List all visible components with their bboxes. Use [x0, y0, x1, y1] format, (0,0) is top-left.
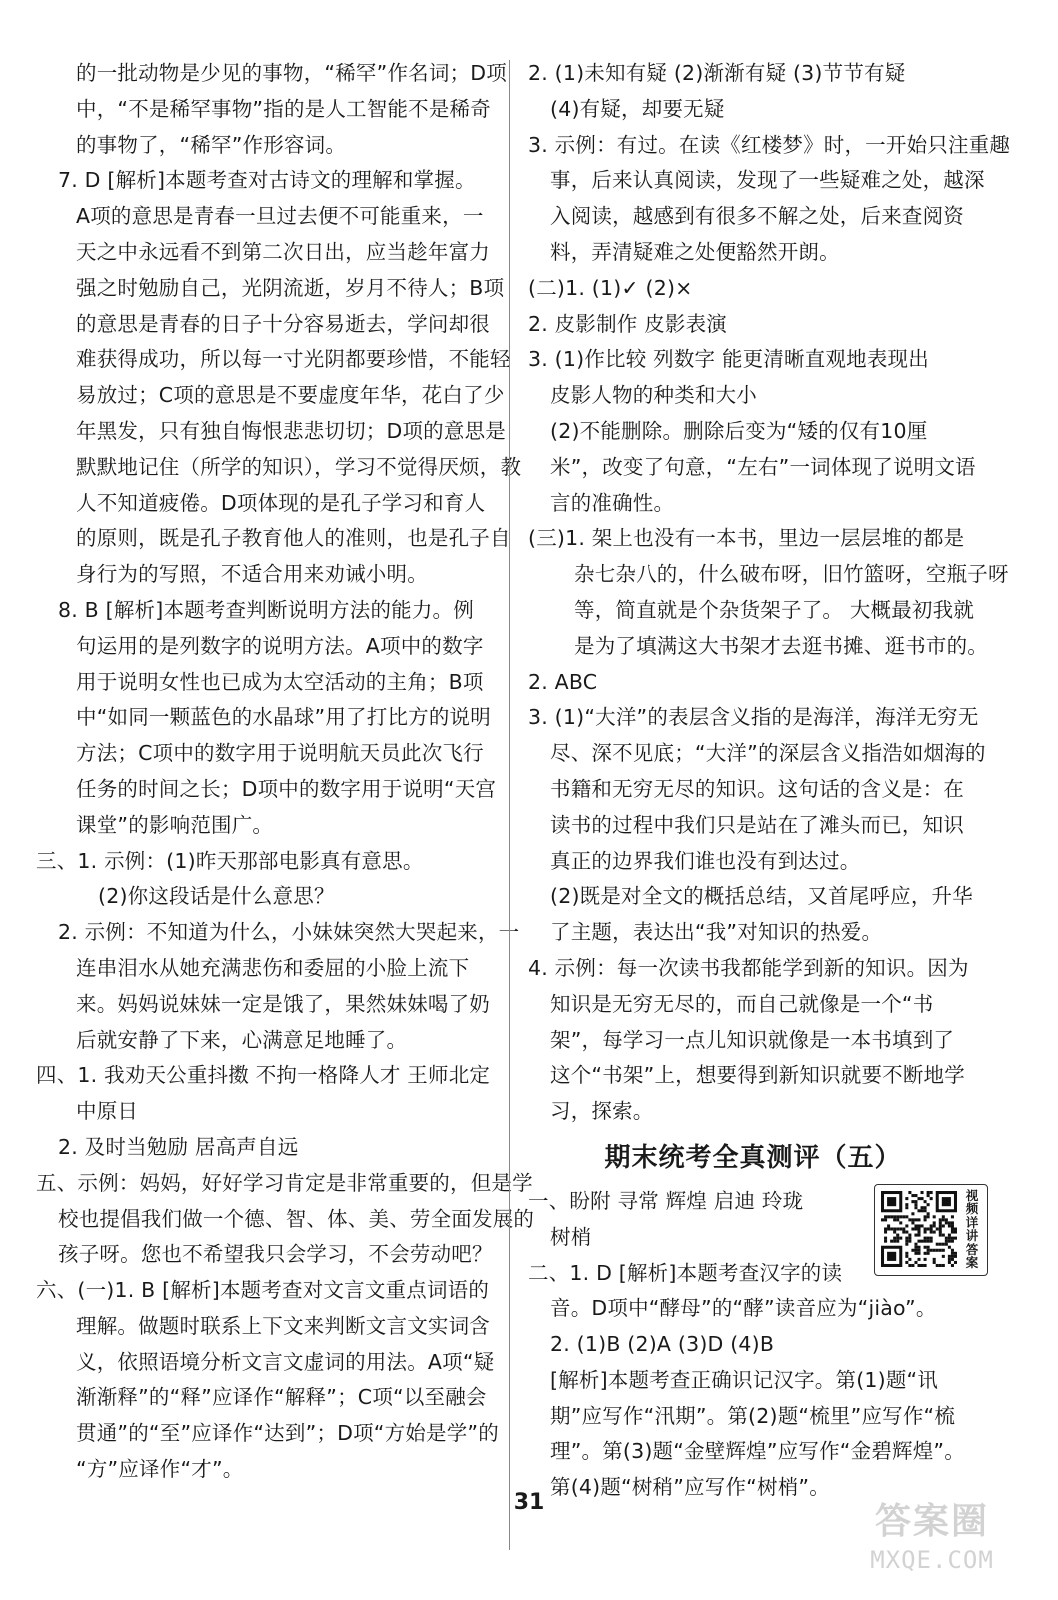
answer-line: 课堂”的影响范围广。	[76, 812, 274, 837]
answer-line: 知识是无穷无尽的，而自己就像是一个“书	[550, 991, 934, 1016]
answer-line: 4. 示例：每一次读书我都能学到新的知识。因为	[528, 955, 969, 980]
answer-line: 8. B [解析]本题考查判断说明方法的能力。例	[58, 597, 474, 622]
column-divider	[509, 60, 510, 1550]
answer-line: 是为了填满这大书架才去逛书摊、逛书市的。	[574, 633, 988, 658]
answer-line: 年黑发，只有独自悔恨悲悲切切；D项的意思是	[76, 418, 506, 443]
answer-line: 杂七杂八的，什么破布呀，旧竹篮呀，空瓶子呀	[574, 562, 1009, 587]
new-section-answers	[528, 1184, 988, 1506]
answer-line: 2. ABC	[528, 669, 598, 694]
answer-line: 中原日	[76, 1099, 139, 1124]
answer-line: 3. (1)“大洋”的表层含义指的是海洋，海洋无穷无	[528, 705, 979, 730]
answer-line: 四、1. 我劝天公重抖擞 不拘一格降人才 王师北定	[36, 1063, 491, 1088]
answer-line: 2. 示例：不知道为什么，小妹妹突然大哭起来，一	[58, 920, 520, 945]
answer-line: 三、1. 示例：(1)昨天那部电影真有意思。	[36, 848, 424, 873]
answer-line: 等，简直就是个杂货架子了。 大概最初我就	[574, 597, 975, 622]
answer-line: 的意思是青春的日子十分容易逝去，学问却很	[76, 311, 490, 336]
answer-line: 言的准确性。	[550, 490, 675, 515]
left-column	[36, 56, 535, 1488]
answer-line: 理”。第(3)题“金壁辉煌”应写作“金碧辉煌”。	[550, 1439, 965, 1464]
answer-line: 强之时勉励自己，光阴流逝，岁月不待人；B项	[76, 275, 505, 300]
watermark-url: MXQE.COM	[870, 1546, 994, 1574]
answer-line: 中“如同一颗蓝色的水晶球”用了打比方的说明	[76, 705, 491, 730]
answer-line: 渐渐释”的“释”应译作“解释”；C项“以至融会	[76, 1385, 487, 1410]
answer-line: 用于说明女性也已成为太空活动的主角；B项	[76, 669, 484, 694]
answer-line: 7. D [解析]本题考查对古诗文的理解和掌握。	[58, 168, 476, 193]
answer-line: (2)你这段话是什么意思？	[98, 884, 335, 909]
watermark-logo	[842, 1500, 1022, 1590]
answer-line: 事，后来认真阅读，发现了一些疑难之处，越深	[550, 168, 985, 193]
answer-line: 贯通”的“至”应译作“达到”；D项“方始是学”的	[76, 1421, 499, 1446]
answer-line: 任务的时间之长；D项中的数字用于说明“天宫	[76, 776, 497, 801]
answer-line: 二、1. D [解析]本题考查汉字的读	[528, 1260, 843, 1285]
answer-line: 入阅读，越感到有很多不解之处，后来查阅资	[550, 204, 964, 229]
answer-line: 的一批动物是少见的事物，“稀罕”作名词；D项	[76, 61, 507, 85]
answer-line: 理解。做题时联系上下文来判断文言文实词含	[76, 1313, 490, 1338]
answer-line: 的事物了，“稀罕”作形容词。	[76, 132, 347, 157]
answer-line: 第(4)题“树稍”应写作“树梢”。	[550, 1475, 830, 1500]
answer-line: 树梢	[550, 1224, 592, 1249]
answer-line: 期”应写作“汛期”。第(2)题“梳里”应写作“梳	[550, 1403, 956, 1428]
answer-line: 后就安静了下来，心满意足地睡了。	[76, 1027, 408, 1052]
answer-line: 真正的边界我们谁也没有到达过。	[550, 848, 861, 873]
right-column	[528, 56, 1011, 1506]
answer-line: 音。D项中“酵母”的“酵”读音应为“jiào”。	[550, 1296, 937, 1321]
answer-line: 易放过；C项的意思是不要虚度年华，花白了少	[76, 383, 505, 408]
answer-line: 义，依照语境分析文言文虚词的用法。A项“疑	[76, 1349, 495, 1374]
answer-line: (4)有疑，却要无疑	[550, 96, 725, 121]
qr-code[interactable]	[874, 1184, 988, 1276]
answer-line: 人不知道疲倦。D项体现的是孔子学习和育人	[76, 490, 486, 515]
answer-line: 了主题，表达出“我”对知识的热爱。	[550, 920, 883, 945]
answer-line: 天之中永远看不到第二次日出，应当趁年富力	[76, 239, 490, 264]
answer-line: 2. (1)B (2)A (3)D (4)B	[550, 1332, 775, 1357]
answer-line: 3. (1)作比较 列数字 能更清晰直观地表现出	[528, 347, 929, 372]
answer-line: 来。妈妈说妹妹一定是饿了，果然妹妹喝了奶	[76, 991, 490, 1016]
answer-line: [解析]本题考查正确识记汉字。第(1)题“讯	[550, 1367, 939, 1392]
answer-line: (三)1. 架上也没有一本书，里边一层层堆的都是	[528, 526, 965, 551]
answer-line: 2. (1)未知有疑 (2)渐渐有疑 (3)节节有疑	[528, 61, 906, 85]
answer-line: (2)不能删除。删除后变为“矮的仅有10厘	[550, 418, 928, 443]
answer-line: 米”，改变了句意，“左右”一词体现了说明文语	[550, 454, 976, 479]
qr-code-icon	[881, 1191, 957, 1267]
answer-line: 身行为的写照，不适合用来劝诫小明。	[76, 562, 428, 587]
answer-line: (二)1. (1)✓ (2)×	[528, 275, 693, 300]
answer-line: 架”，每学习一点儿知识就像是一本书填到了	[550, 1027, 955, 1052]
answer-line: 连串泪水从她充满悲伤和委屈的小脸上流下	[76, 955, 470, 980]
qr-label: 视频详讲答案	[965, 1187, 979, 1271]
answer-line: 六、(一)1. B [解析]本题考查对文言文重点词语的	[36, 1278, 490, 1303]
answer-line: 孩子呀。您也不希望我只会学习，不会劳动吧？	[58, 1242, 493, 1267]
answer-line: 校也提倡我们做一个德、智、体、美、劳全面发展的	[58, 1206, 535, 1231]
answer-line: 方法；C项中的数字用于说明航天员此次飞行	[76, 741, 484, 766]
answer-line: 3. 示例：有过。在读《红楼梦》时，一开始只注重趣	[528, 132, 1011, 157]
answer-line: “方”应译作“才”。	[76, 1457, 244, 1482]
answer-line: 默默地记住（所学的知识），学习不觉得厌烦，教	[76, 454, 522, 479]
answer-line: 一、盼附 寻常 辉煌 启迪 玲珑	[528, 1188, 804, 1213]
answer-line: 皮影人物的种类和大小	[550, 383, 757, 408]
answer-line: 习，探索。	[550, 1099, 654, 1124]
answer-line: 2. 皮影制作 皮影表演	[528, 311, 727, 336]
answer-line: 五、示例：妈妈，好好学习肯定是非常重要的，但是学	[36, 1170, 533, 1195]
watermark-text: 答案圈	[874, 1501, 989, 1542]
answer-line: 中，“不是稀罕事物”指的是人工智能不是稀奇	[76, 96, 491, 121]
answer-line: 这个“书架”上，想要得到新知识就要不断地学	[550, 1063, 965, 1088]
answer-line: 2. 及时当勉励 居高声自远	[58, 1134, 299, 1159]
answer-line: 读书的过程中我们只是站在了滩头而已，知识	[550, 812, 964, 837]
section-title: 期末统考全真测评（五）	[604, 1142, 902, 1173]
right-answers-continued	[528, 56, 1011, 1130]
answer-line: (2)既是对全文的概括总结，又首尾呼应，升华	[550, 884, 973, 909]
answer-line: 句运用的是列数字的说明方法。A项中的数字	[76, 633, 484, 658]
answer-line: 尽、深不见底；“大洋”的深层含义指浩如烟海的	[550, 741, 986, 766]
answer-line: 难获得成功，所以每一寸光阴都要珍惜，不能轻	[76, 347, 511, 372]
answer-line: A项的意思是青春一旦过去便不可能重来，一	[76, 204, 484, 229]
answer-line: 料，弄清疑难之处便豁然开朗。	[550, 239, 840, 264]
page-number: 31	[513, 1490, 545, 1515]
answer-line: 书籍和无穷无尽的知识。这句话的含义是：在	[550, 776, 964, 801]
answer-line: 的原则，既是孔子教育他人的准则，也是孔子自	[76, 526, 511, 551]
